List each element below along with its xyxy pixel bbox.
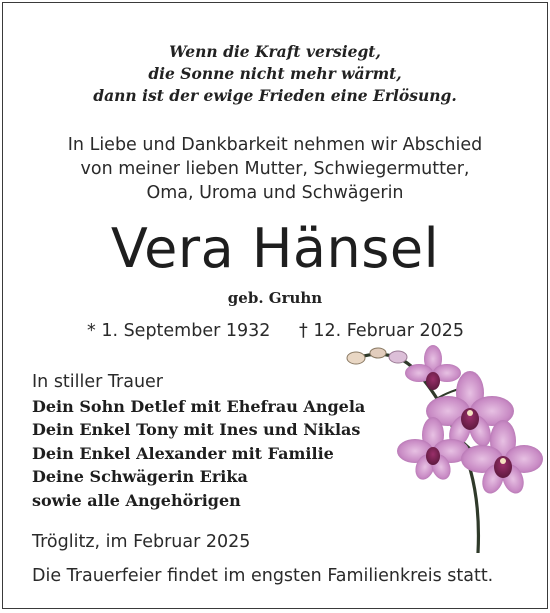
intro-line: In Liebe und Dankbarkeit nehmen wir Abschied <box>67 135 483 155</box>
funeral-note: Die Trauerfeier findet im engsten Familienkreis statt. <box>32 566 494 586</box>
intro-line: Oma, Uroma und Schwägerin <box>146 183 404 203</box>
place-date: Tröglitz, im Februar 2025 <box>32 532 251 552</box>
mourner-line: Deine Schwägerin Erika <box>32 467 248 486</box>
death-date: † 12. Februar 2025 <box>299 321 464 341</box>
mourner-line: Dein Enkel Alexander mit Familie <box>32 443 334 463</box>
verse-line: Wenn die Kraft versiegt, <box>169 42 381 61</box>
maiden-name: geb. Gruhn <box>227 289 323 307</box>
intro-line: von meiner lieben Mutter, Schwiegermutter, <box>80 159 470 179</box>
intro-text <box>3 133 547 205</box>
deceased-name: Vera Hänsel <box>110 217 440 280</box>
verse-line: dann ist der ewige Frieden eine Erlösung. <box>93 86 457 105</box>
mourner-line: Dein Enkel Tony mit Ines und Niklas <box>32 420 361 439</box>
birth-date: * 1. September 1932 <box>87 321 271 341</box>
mourners-block <box>32 371 365 512</box>
mourner-line: Dein Sohn Detlef mit Ehefrau Angela <box>32 396 366 416</box>
mourner-line: sowie alle Angehörigen <box>32 490 241 510</box>
verse <box>3 41 547 107</box>
obituary-card <box>2 2 548 609</box>
verse-line: die Sonne nicht mehr wärmt, <box>148 64 402 83</box>
mourners-heading: In stiller Trauer <box>32 372 163 392</box>
orchid-branch-icon <box>338 343 543 553</box>
